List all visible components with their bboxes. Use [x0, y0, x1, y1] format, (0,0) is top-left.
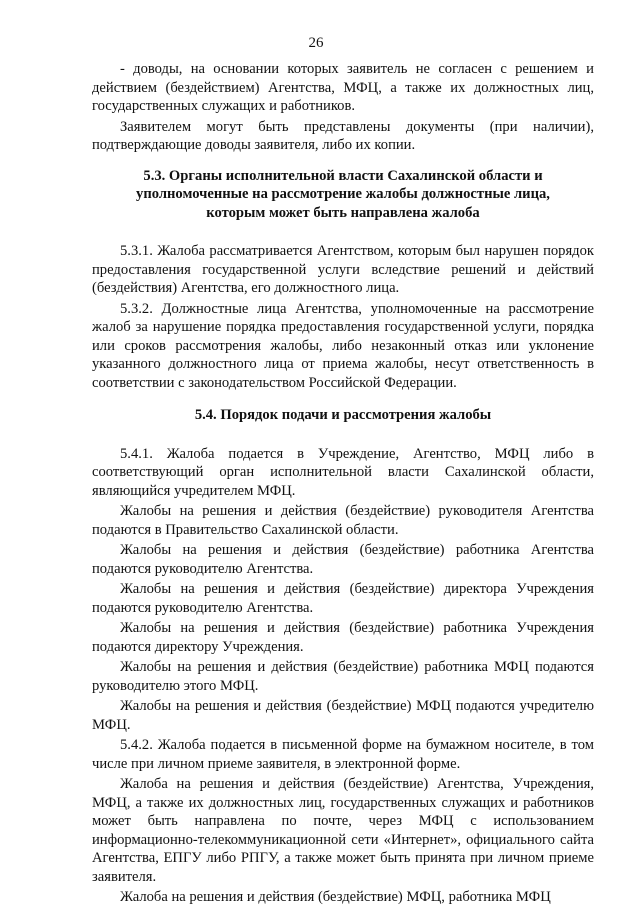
- paragraph: Жалоба на решения и действия (бездействие) Агентства, Учреждения, МФЦ, а также их должностных лиц, государственных служащих и работников может быть направлена по почте, через МФЦ с использованием информационно-телекоммуникационной сети «Интернет», официального сайта Агентства, ЕПГУ либо РПГУ, а также может быть принята при личном приеме заявителя.: [92, 776, 594, 885]
- paragraph: 5.3.1. Жалоба рассматривается Агентством, которым был нарушен порядок предоставления государственной услуги вследствие решений и действий (бездействия) Агентства, его должностного лица.: [92, 243, 594, 296]
- section-heading-5-3: 5.3. Органы исполнительной власти Сахалинской области и уполномоченные на рассмотрение жалобы должностные лица, которым может быть направлена жалоба: [136, 167, 550, 221]
- paragraph: 5.3.2. Должностные лица Агентства, уполномоченные на рассмотрение жалоб за нарушение порядка предоставления государственной услуги, порядка или сроков рассмотрения жалобы, либо незаконный отказ или уклонение указанного должностного лица от приема жалобы, несут ответственность в соответствии с законодательством Российской Федерации.: [92, 300, 594, 391]
- paragraph: Жалоба на решения и действия (бездействие) МФЦ, работника МФЦ: [120, 889, 551, 905]
- paragraph: Жалобы на решения и действия (бездействие) работника Агентства подаются руководителю Агентства.: [92, 542, 594, 577]
- paragraph: 5.4.2. Жалоба подается в письменной форме на бумажном носителе, в том числе при личном приеме заявителя, в электронной форме.: [92, 737, 594, 772]
- paragraph: - доводы, на основании которых заявитель не согласен с решением и действием (бездействием) Агентства, МФЦ, а также их должностных лиц, государственных служащих и работников.: [92, 61, 594, 114]
- paragraph: Жалобы на решения и действия (бездействие) руководителя Агентства подаются в Правительство Сахалинской области.: [92, 503, 594, 538]
- paragraph: 5.4.1. Жалоба подается в Учреждение, Агентство, МФЦ либо в соответствующий орган исполнительной власти Сахалинской области, являющийся учредителем МФЦ.: [92, 445, 594, 499]
- section-heading-5-4: 5.4. Порядок подачи и рассмотрения жалобы: [194, 407, 492, 423]
- paragraph: Жалобы на решения и действия (бездействие) МФЦ подаются учредителю МФЦ.: [92, 698, 594, 733]
- paragraph: Заявителем могут быть представлены документы (при наличии), подтверждающие доводы заявителя, либо их копии.: [92, 118, 594, 153]
- page-number: 26: [308, 35, 324, 51]
- document-body: [92, 60, 594, 909]
- paragraph: Жалобы на решения и действия (бездействие) работника Учреждения подаются директору Учреждения.: [92, 620, 594, 655]
- paragraph: Жалобы на решения и действия (бездействие) директора Учреждения подаются руководителю Агентства.: [92, 581, 594, 616]
- paragraph: Жалобы на решения и действия (бездействие) работника МФЦ подаются руководителю этого МФЦ.: [92, 659, 594, 694]
